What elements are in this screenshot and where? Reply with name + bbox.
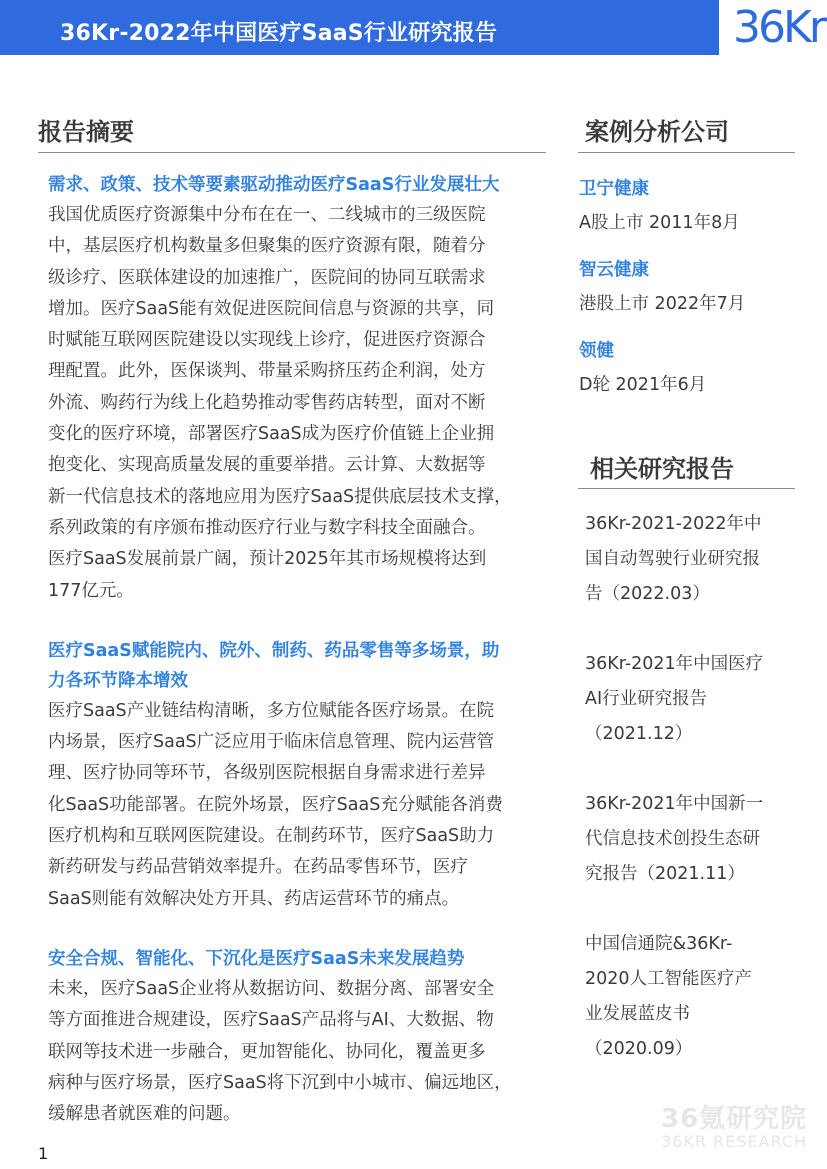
paragraph-line: 医疗机构和互联网医院建设。在制药环节，医疗SaaS助力 bbox=[48, 826, 495, 847]
summary-block-trends bbox=[48, 944, 548, 1130]
related-report-link[interactable] bbox=[585, 647, 795, 752]
paragraph-line: 增加。医疗SaaS能有效促进医院间信息与资源的共享，同 bbox=[48, 298, 495, 319]
cases-divider bbox=[578, 152, 795, 153]
related-report-link[interactable] bbox=[585, 787, 795, 892]
report-title-line: AI行业研究报告 bbox=[585, 689, 708, 709]
report-title-line: 究报告（2021.11） bbox=[585, 864, 745, 884]
paragraph-line: 时赋能互联网医院建设以实现线上诊疗，促进医疗资源合 bbox=[48, 330, 486, 351]
report-title-line: 中国信通院&36Kr- bbox=[585, 934, 733, 954]
report-title-line: 36Kr-2021-2022年中 bbox=[585, 514, 762, 534]
report-title-line: 代信息技术创投生态研 bbox=[585, 829, 760, 849]
paragraph-line: 新药研发与药品营销效率提升。在药品零售环节，医疗 bbox=[48, 857, 468, 878]
company-info: D轮 2021年6月 bbox=[579, 375, 707, 395]
company-item bbox=[579, 177, 799, 235]
logo-text: 36Kr bbox=[733, 2, 824, 53]
paragraph-line: 化SaaS功能部署。在院外场景，医疗SaaS充分赋能各消费 bbox=[48, 794, 503, 815]
paragraph-line: 医疗SaaS发展前景广阔，预计2025年其市场规模将达到 bbox=[48, 549, 487, 570]
summary-block-scenarios bbox=[48, 636, 548, 915]
related-heading: 相关研究报告 bbox=[590, 455, 734, 483]
report-title-line: 36Kr-2021年中国医疗 bbox=[585, 654, 764, 674]
summary-content bbox=[48, 170, 548, 1159]
company-name: 卫宁健康 bbox=[579, 179, 649, 199]
cases-heading: 案例分析公司 bbox=[585, 118, 729, 146]
paragraph-line: 外流、购药行为线上化趋势推动零售药店转型，面对不断 bbox=[48, 392, 486, 413]
logo-36kr bbox=[719, 0, 827, 55]
paragraph-line: 我国优质医疗资源集中分布在在一、二线城市的三级医院 bbox=[48, 205, 486, 225]
summary-block-demand bbox=[48, 170, 548, 607]
report-title-line: （2021.12） bbox=[585, 724, 693, 744]
paragraph-line: 177亿元。 bbox=[48, 580, 134, 601]
summary-heading: 报告摘要 bbox=[38, 118, 134, 146]
summary-divider bbox=[38, 152, 546, 153]
paragraph-line: 抱变化、实现高质量发展的重要举措。云计算、大数据等 bbox=[48, 455, 486, 476]
related-report-link[interactable] bbox=[585, 927, 795, 1067]
paragraph-line: SaaS则能有效解决处方开具、药店运营环节的痛点。 bbox=[48, 888, 460, 909]
report-title-line: 36Kr-2021年中国新一 bbox=[585, 794, 764, 814]
report-title-line: 2020人工智能医疗产 bbox=[585, 969, 753, 989]
related-report-link[interactable] bbox=[585, 507, 795, 612]
report-title-line: 国自动驾驶行业研究报 bbox=[585, 549, 760, 569]
paragraph-line: 变化的医疗环境，部署医疗SaaS成为医疗价值链上企业拥 bbox=[48, 424, 495, 445]
header-band bbox=[0, 0, 827, 55]
report-title-line: （2020.09） bbox=[585, 1039, 693, 1059]
paragraph-line: 联网等技术进一步融合，更加智能化、协同化，覆盖更多 bbox=[48, 1041, 486, 1062]
paragraph-line: 级诊疗、医联体建设的加速推广，医院间的协同互联需求 bbox=[48, 267, 486, 288]
paragraph-line: 病种与医疗场景，医疗SaaS将下沉到中小城市、偏远地区， bbox=[48, 1072, 512, 1093]
block-title: 力各环节降本增效 bbox=[48, 670, 188, 691]
paragraph-line: 未来，医疗SaaS企业将从数据访问、数据分离、部署安全 bbox=[48, 978, 495, 999]
company-info: A股上市 2011年8月 bbox=[579, 213, 740, 233]
watermark-en: 36KR RESEARCH bbox=[661, 1132, 808, 1151]
paragraph-line: 医疗SaaS产业链结构清晰，多方位赋能各医疗场景。在院 bbox=[48, 700, 495, 721]
block-title: 需求、政策、技术等要素驱动推动医疗SaaS行业发展壮大 bbox=[48, 175, 500, 195]
report-title-line: 告（2022.03） bbox=[585, 584, 710, 604]
company-item bbox=[579, 339, 799, 397]
report-title-line: 业发展蓝皮书 bbox=[585, 1004, 690, 1024]
paragraph-line: 系列政策的有序颁布推动医疗行业与数字科技全面融合。 bbox=[48, 517, 486, 538]
report-title: 36Kr-2022年中国医疗SaaS行业研究报告 bbox=[60, 21, 498, 46]
company-name: 智云健康 bbox=[579, 260, 649, 280]
block-title: 医疗SaaS赋能院内、院外、制药、药品零售等多场景，助 bbox=[48, 640, 500, 661]
paragraph-line: 中，基层医疗机构数量多但聚集的医疗资源有限，随着分 bbox=[48, 236, 486, 257]
block-title: 安全合规、智能化、下沉化是医疗SaaS未来发展趋势 bbox=[48, 948, 465, 969]
paragraph-line: 理、医疗协同等环节，各级别医院根据自身需求进行差异 bbox=[48, 763, 486, 784]
page-number: 1 bbox=[38, 1144, 49, 1163]
company-info: 港股上市 2022年7月 bbox=[579, 294, 746, 314]
paragraph-line: 等方面推进合规建设，医疗SaaS产品将与AI、大数据、物 bbox=[48, 1010, 494, 1031]
paragraph-line: 新一代信息技术的落地应用为医疗SaaS提供底层技术支撑， bbox=[48, 486, 512, 507]
company-name: 领健 bbox=[579, 341, 614, 361]
paragraph-line: 理配置。此外，医保谈判、带量采购挤压药企利润，处方 bbox=[48, 361, 486, 382]
paragraph-line: 内场景，医疗SaaS广泛应用于临床信息管理、院内运营管 bbox=[48, 732, 495, 753]
company-item bbox=[579, 258, 799, 316]
related-divider bbox=[578, 488, 795, 489]
paragraph-line: 缓解患者就医难的问题。 bbox=[48, 1104, 241, 1125]
watermark-cn: 36氪研究院 bbox=[661, 1104, 808, 1134]
